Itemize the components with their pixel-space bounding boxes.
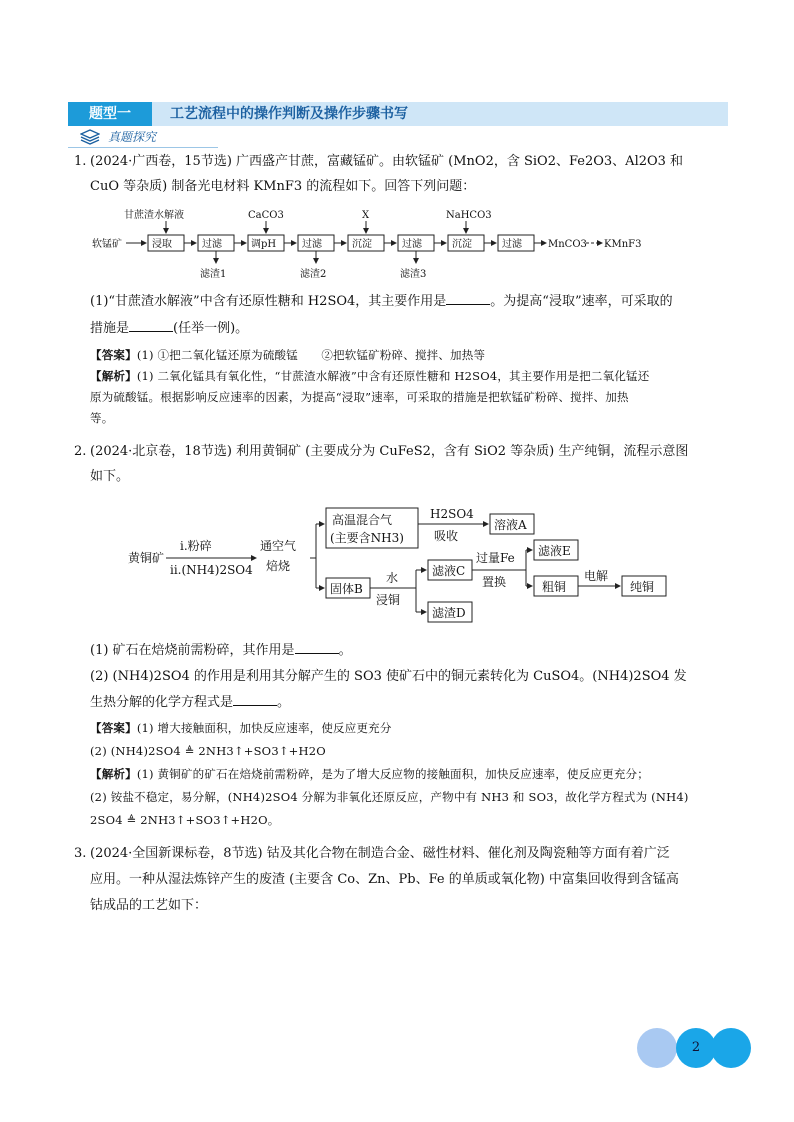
q1-analysis-text-1: (1) 二氧化锰具有氧化性，“甘蔗渣水解液”中含有还原性糖和 H2SO4，其主要作用是把二氧化锰还 [136,369,650,383]
section-title: 工艺流程中的操作判断及操作步骤书写 [170,106,408,122]
q2-flow-roast1: 通空气 [260,539,297,553]
q1-sub1-line1 [90,291,738,313]
subsection-divider [68,147,218,148]
q2-flow-gas-line1: 高温混合气 [332,513,393,527]
answer-label: 【答案】 [90,348,137,362]
q3-text-line1: (2024·全国新课标卷，8节选) 钴及其化合物在制造合金、磁性材料、催化剂及陶瓷釉等方面有着广泛 [90,846,670,861]
page-number: 2 [691,1040,701,1055]
q2-sub2-line2: 生热分解的化学方程式是 。 [90,692,738,714]
q2-flow-leach: 浸铜 [376,593,401,607]
q1-flow-residue2: 滤渣2 [300,269,327,280]
q2-flow-water: 水 [386,571,399,585]
subsection-title: 真题探究 [108,130,157,144]
q1-flow-input-caco3: CaCO3 [248,210,284,221]
page-decoration-circle [711,1028,751,1068]
q2-analysis-line2: (2) 铵盐不稳定，易分解，(NH4)2SO4 分解为非氧化还原反应，产物中有 NH3 和 SO3，故化学方程式为 (NH4) [90,790,689,804]
q2-answer1 [90,718,740,738]
section-tag: 题型一 [68,102,152,126]
q1-flow-step-ph: 调pH [251,239,277,250]
q1-flow-step-filter3: 过滤 [402,239,422,250]
q1-flow-product-mnco3: MnCO3 [548,239,587,250]
q3-stem-line3: 钴成品的工艺如下： [90,898,208,913]
q2-answer2: (2) (NH4)2SO4 ≜ 2NH3↑+SO3↑+H2O [90,744,326,758]
q2-sub2-line1: (2) (NH4)2SO4 的作用是利用其分解产生的 SO3 使矿石中的铜元素转化为 CuSO4。(NH4)2SO4 发 [90,669,687,684]
q2-flow-pre1: i.粉碎 [180,539,212,553]
q2-stem-line1 [74,441,738,463]
q1-flow-product-kmnf3: KMnF3 [604,239,642,250]
q2-sub1-text: (1) 矿石在焙烧前需粉碎，其作用是 [90,643,295,658]
q1-flow-input-x: X [362,210,370,221]
q2-flow-filtrate-e: 滤液E [538,544,571,558]
q2-analysis-text-1: (1) 黄铜矿的矿石在焙烧前需粉碎，是为了增大反应物的接触面积，加快反应速率，使反应更充分； [136,767,649,781]
q2-flow-gas-line2: (主要含NH3) [330,531,404,545]
q1-flow-start: 软锰矿 [92,239,122,250]
q2-flow-roast2: 焙烧 [266,559,291,573]
q2-flow-pre2: ii.(NH4)2SO4 [170,563,253,577]
q1-analysis-line1 [90,366,740,386]
q1-flow-step-filter4: 过滤 [502,239,522,250]
q2-flow-crude-copper: 粗铜 [542,580,567,594]
q2-text-line1: (2024·北京卷，18节选) 利用黄铜矿 (主要成分为 CuFeS2，含有 SiO2 等杂质) 生产纯铜，流程示意图 [90,444,689,459]
q2-flowchart [120,500,680,630]
q1-text-line1: (2024·广西卷，15节选) 广西盛产甘蔗，富藏锰矿。由软锰矿 (MnO2，含 SiO2、Fe2O3、Al2O3 和 [90,154,684,169]
q1-stem-line2: CuO 等杂质) 制备光电材料 KMnF3 的流程如下。回答下列问题： [90,179,476,194]
q1-flow-step-filter1: 过滤 [202,239,222,250]
q1-analysis-line3: 等。 [90,411,114,425]
q2-flow-filtrate-c: 滤液C [432,564,466,578]
q1-flow-step-leach: 浸取 [152,239,172,250]
q1-sub1-text-c: 措施是 [90,321,130,336]
q3-stem-line2: 应用。一种从湿法炼锌产生的废渣 (主要含 Co、Zn、Pb、Fe 的单质或氧化物) 中富集回收得到含锰高 [90,872,679,887]
q2-flow-start: 黄铜矿 [128,551,165,565]
q1-number: 1. [74,154,87,169]
q2-analysis-line1 [90,764,740,784]
q1-flow-step-filter2: 过滤 [302,239,322,250]
q1-answer [90,345,740,365]
q2-flow-pure-copper: 纯铜 [630,580,655,594]
q2-stem-line2: 如下。 [90,469,130,484]
q2-flow-replace: 置换 [482,575,507,589]
q1-flowchart [88,206,688,284]
q1-flow-residue1: 滤渣1 [200,269,227,280]
answer-blank[interactable] [129,318,173,332]
q1-flow-step-precip2: 沉淀 [452,239,472,250]
analysis-label: 【解析】 [90,369,137,383]
q2-flow-excess-fe: 过量Fe [476,551,515,565]
q1-sub1-line2 [90,318,738,340]
q1-flow-residue3: 滤渣3 [400,269,427,280]
q2-flow-residue-d: 滤渣D [432,606,466,620]
q1-sub1-text-d: (任举一例)。 [173,321,249,336]
q1-sub1-text-b: 。为提高“浸取”速率，可采取的 [490,294,673,309]
analysis-label: 【解析】 [90,767,137,781]
q1-flow-step-precip1: 沉淀 [352,239,372,250]
q1-answer-text: (1) ①把二氧化锰还原为硫酸锰 ②把软锰矿粉碎、搅拌、加热等 [136,348,486,362]
page-decoration-circle [637,1028,677,1068]
q2-analysis-line3: 2SO4 ≜ 2NH3↑+SO3↑+H2O。 [90,813,280,827]
q1-sub1-text-a: (1)“甘蔗渣水解液”中含有还原性糖和 H2SO4，其主要作用是 [90,294,447,309]
q2-sub2-text: 生热分解的化学方程式是 [90,695,234,710]
answer-label: 【答案】 [90,721,137,735]
q2-flow-absorb: 吸收 [434,529,459,543]
q3-stem-line1 [74,843,738,865]
q2-sub1: (1) 矿石在焙烧前需粉碎，其作用是 。 [90,640,738,662]
answer-blank[interactable] [295,640,339,654]
q2-flow-electrolysis: 电解 [584,569,609,583]
answer-blank[interactable] [446,291,490,305]
q2-flow-absorb-reagent: H2SO4 [430,507,474,521]
q2-flow-solution-a: 溶液A [494,518,527,532]
q2-answer1-text: (1) 增大接触面积，加快反应速率，使反应更充分 [136,721,392,735]
q1-flow-input-nahco3: NaHCO3 [446,210,492,221]
q1-stem-line1 [74,151,738,173]
q3-number: 3. [74,846,87,861]
layers-icon [80,129,100,145]
q2-flow-solid-b: 固体B [330,582,363,596]
answer-blank[interactable] [233,692,277,706]
q2-number: 2. [74,444,87,459]
q1-flow-input-hydrolysate: 甘蔗渣水解液 [124,210,184,221]
q1-analysis-line2: 原为硫酸锰。根据影响反应速率的因素，为提高“浸取”速率，可采取的措施是把软锰矿粉碎、搅拌、加热 [90,390,629,404]
